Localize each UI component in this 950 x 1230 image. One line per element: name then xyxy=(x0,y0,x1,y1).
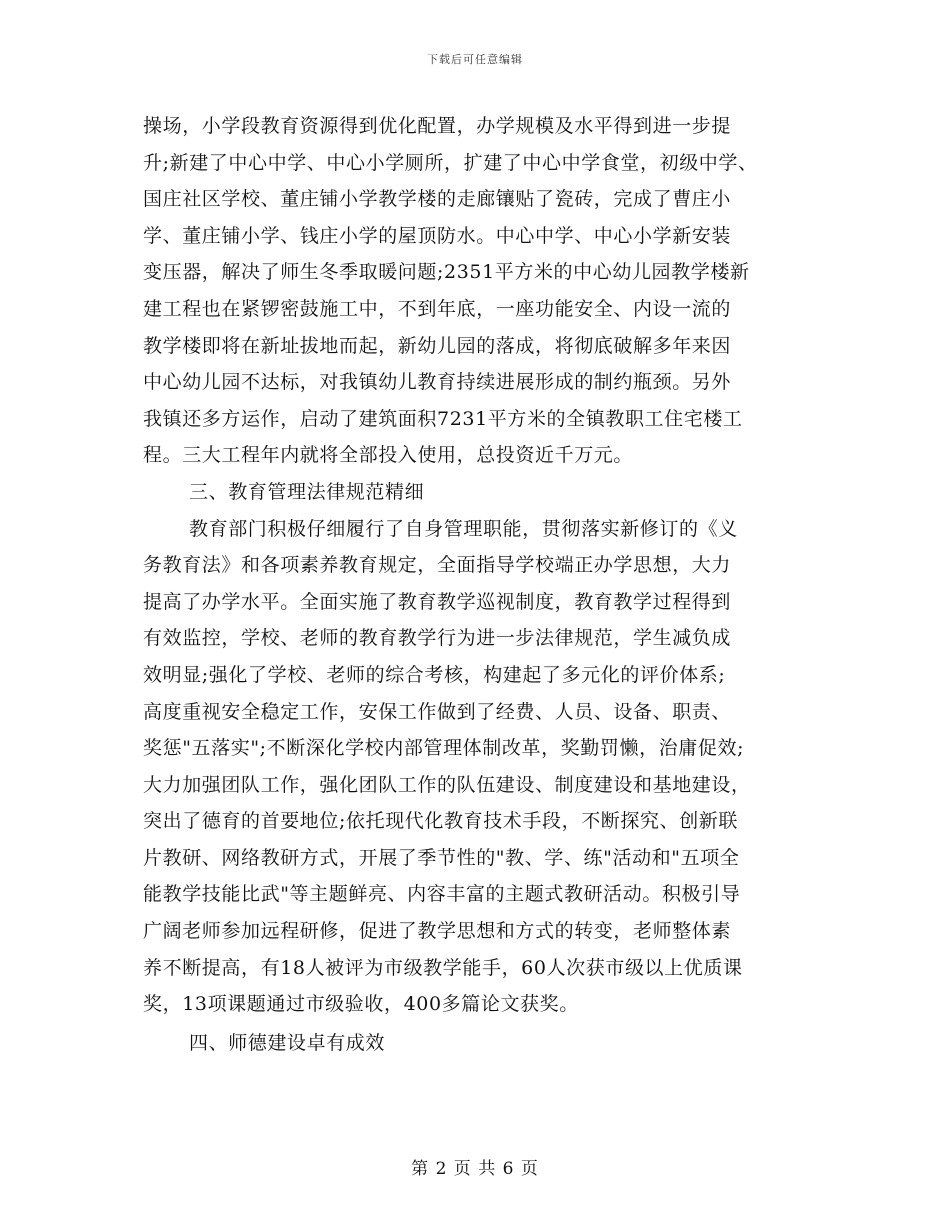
page-number: 第 2 页 共 6 页 xyxy=(411,1159,539,1179)
section3-line: 养不断提高，有18人被评为市级教学能手，60人次获市级以上优质课 xyxy=(143,956,743,979)
section3-line: 教育部门积极仔细履行了自身管理职能，贯彻落实新修订的《义 xyxy=(189,517,738,540)
body-line: 国庄社区学校、董庄铺小学教学楼的走廊镶贴了瓷砖，完成了曹庄小 xyxy=(143,188,732,211)
section3-line: 奖惩"五落实";不断深化学校内部管理体制改革，奖勤罚懒，治庸促效; xyxy=(143,737,745,760)
section3-line: 提高了办学水平。全面实施了教育教学巡视制度，教育教学过程得到 xyxy=(143,590,732,613)
section3-line: 奖，13项课题通过市级验收，400多篇论文获奖。 xyxy=(143,993,579,1016)
body-line: 程。三大工程年内就将全部投入使用，总投资近千万元。 xyxy=(143,444,634,467)
body-line: 变压器，解决了师生冬季取暖问题;2351平方米的中心幼儿园教学楼新 xyxy=(143,261,750,284)
section3-line: 广阔老师参加远程研修，促进了教学思想和方式的转变，老师整体素 xyxy=(143,920,732,943)
section3-line: 突出了德育的首要地位;依托现代化教育技术手段，不断探究、创新联 xyxy=(143,810,739,833)
document-body xyxy=(143,108,843,1061)
body-line: 教学楼即将在新址拔地而起，新幼儿园的落成，将彻底破解多年来因 xyxy=(143,334,732,357)
body-line: 我镇还多方运作，启动了建筑面积7231平方米的全镇教职工住宅楼工 xyxy=(143,407,743,430)
section3-line: 片教研、网络教研方式，开展了季节性的"教、学、练"活动和"五项全 xyxy=(143,846,740,869)
body-line: 升;新建了中心中学、中心小学厕所，扩建了中心中学食堂，初级中学、 xyxy=(143,151,758,174)
body-line: 中心幼儿园不达标，对我镇幼儿教育持续进展形成的制约瓶颈。另外 xyxy=(143,371,732,394)
page-header: 下载后可任意编辑 xyxy=(427,53,523,66)
section3-line: 大力加强团队工作，强化团队工作的队伍建设、制度建设和基地建设， xyxy=(143,773,751,796)
section3-line: 能教学技能比武"等主题鲜亮、内容丰富的主题式教研活动。积极引导 xyxy=(143,883,741,906)
section-heading-3: 三、教育管理法律规范精细 xyxy=(189,480,425,503)
section-heading-4: 四、师德建设卓有成效 xyxy=(189,1031,386,1054)
body-line: 操场，小学段教育资源得到优化配置，办学规模及水平得到进一步提 xyxy=(143,115,732,137)
section3-line: 务教育法》和各项素养教育规定，全面指导学校端正办学思想，大力 xyxy=(143,554,732,577)
section3-line: 效明显;强化了学校、老师的综合考核，构建起了多元化的评价体系; xyxy=(143,663,726,686)
body-line: 建工程也在紧锣密鼓施工中，不到年底，一座功能安全、内设一流的 xyxy=(143,297,732,320)
section3-line: 有效监控，学校、老师的教育教学行为进一步法律规范，学生减负成 xyxy=(143,627,732,650)
section3-line: 高度重视安全稳定工作，安保工作做到了经费、人员、设备、职责、 xyxy=(143,700,732,723)
body-line: 学、董庄铺小学、钱庄小学的屋顶防水。中心中学、中心小学新安装 xyxy=(143,224,732,247)
